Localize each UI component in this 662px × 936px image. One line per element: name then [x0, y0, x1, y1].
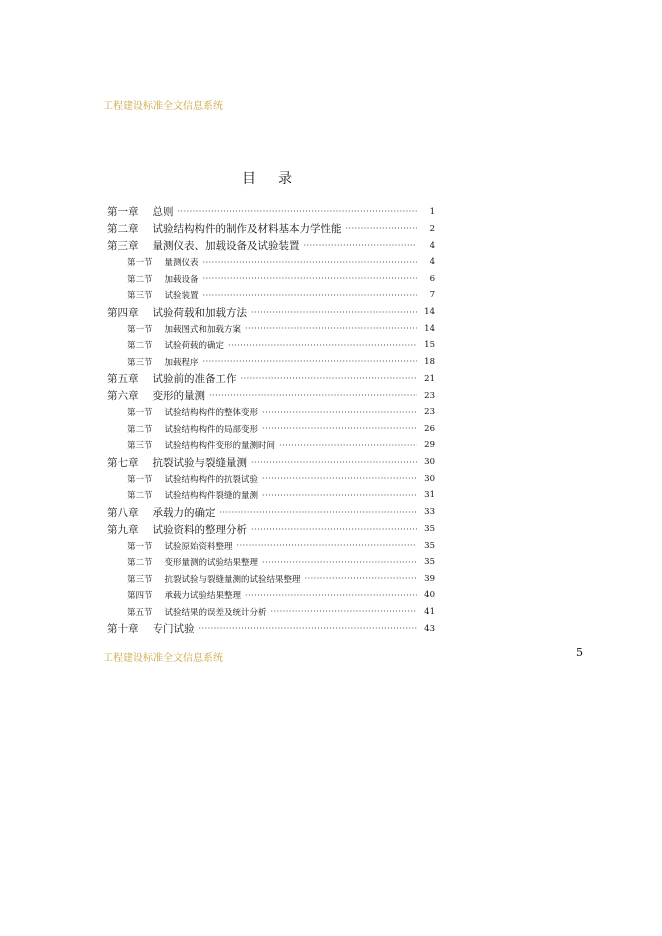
toc-entry-title: 承载力试验结果整理	[164, 591, 242, 602]
toc-entry-title: 试验结构构件变形的量测时间	[164, 441, 276, 452]
toc-entry-page: 14	[424, 323, 435, 334]
toc-entry-title: 抗裂试验与裂缝量测的试验结果整理	[164, 574, 301, 585]
toc-entry-title: 变形量测的试验结果整理	[164, 558, 259, 569]
toc-leader-dots	[178, 207, 418, 216]
toc-section-row	[107, 554, 435, 571]
toc-entry-number: 第二节	[127, 274, 153, 285]
toc-entry-page: 29	[424, 440, 435, 451]
toc-section-row	[107, 271, 435, 288]
toc-entry-page: 6	[429, 273, 435, 284]
toc-entry-number: 第二节	[127, 491, 153, 502]
toc-section-row	[107, 337, 435, 354]
toc-entry-title: 试验结果的误差及统计分析	[164, 607, 267, 618]
toc-section-row	[107, 287, 435, 304]
toc-entry-page: 7	[429, 290, 435, 301]
footer-system-name: 工程建设标准全文信息系统	[103, 653, 223, 664]
toc-leader-dots	[237, 541, 417, 550]
toc-leader-dots	[203, 258, 417, 267]
toc-entry-page: 43	[424, 623, 435, 634]
toc-entry-title: 量测仪表	[164, 258, 199, 269]
toc-entry-title: 加载程序	[164, 357, 199, 368]
toc-entry-title: 试验结构构件的局部变形	[164, 424, 259, 435]
toc-entry-page: 14	[424, 307, 435, 317]
toc-entry-title: 试验结构构件的制作及材料基本力学性能	[152, 223, 342, 235]
toc-leader-dots	[262, 491, 417, 500]
toc-entry-number: 第三章	[107, 240, 139, 252]
toc-section-row	[107, 321, 435, 338]
toc-entry-number: 第五章	[107, 373, 139, 385]
toc-entry-page: 23	[424, 407, 435, 418]
toc-leader-dots	[304, 241, 418, 250]
toc-section-row	[107, 421, 435, 438]
table-of-contents	[107, 203, 435, 637]
toc-chapter-row	[107, 203, 435, 220]
toc-leader-dots	[228, 341, 417, 350]
toc-leader-dots	[262, 408, 417, 417]
toc-entry-number: 第一节	[127, 324, 153, 335]
toc-chapter-row	[107, 521, 435, 538]
toc-leader-dots	[262, 474, 417, 483]
toc-leader-dots	[245, 324, 417, 333]
toc-entry-number: 第三节	[127, 291, 153, 302]
toc-entry-page: 30	[424, 457, 435, 467]
toc-entry-title: 试验结构构件裂缝的量测	[164, 491, 259, 502]
toc-entry-page: 23	[424, 390, 435, 401]
toc-leader-dots	[271, 607, 417, 616]
toc-entry-page: 4	[429, 240, 435, 251]
toc-entry-number: 第三节	[127, 441, 153, 452]
toc-entry-number: 第一节	[127, 258, 153, 269]
toc-entry-page: 33	[424, 507, 435, 517]
toc-entry-number: 第七章	[107, 456, 139, 469]
toc-entry-page: 30	[424, 473, 435, 484]
toc-leader-dots	[199, 624, 418, 633]
toc-leader-dots	[262, 424, 417, 433]
toc-leader-dots	[251, 458, 417, 467]
toc-entry-number: 第一节	[127, 408, 153, 419]
toc-leader-dots	[251, 308, 417, 317]
toc-entry-title: 试验荷载的确定	[164, 341, 225, 352]
toc-entry-page: 1	[429, 206, 435, 217]
toc-section-row	[107, 487, 435, 504]
toc-entry-title: 试验结构构件的整体变形	[164, 408, 259, 419]
toc-section-row	[107, 404, 435, 421]
toc-entry-title: 试验荷载和加载方法	[152, 306, 247, 319]
toc-leader-dots	[203, 274, 417, 283]
toc-chapter-row	[107, 304, 435, 321]
toc-entry-number: 第一章	[107, 206, 139, 218]
toc-entry-number: 第四章	[107, 306, 139, 319]
toc-entry-page: 40	[424, 590, 435, 601]
toc-entry-number: 第二节	[127, 558, 153, 569]
toc-entry-title: 加载设备	[164, 274, 199, 285]
toc-entry-title: 试验前的准备工作	[152, 373, 237, 385]
toc-leader-dots	[251, 525, 417, 534]
toc-chapter-row	[107, 387, 435, 404]
toc-entry-title: 试验资料的整理分析	[152, 523, 247, 536]
toc-leader-dots	[203, 291, 417, 300]
toc-entry-title: 加载图式和加载方案	[164, 324, 242, 335]
toc-entry-number: 第四节	[127, 591, 153, 602]
toc-entry-title: 试验原始资料整理	[164, 541, 233, 552]
toc-entry-page: 39	[424, 573, 435, 584]
toc-entry-page: 2	[429, 223, 435, 234]
toc-leader-dots	[220, 508, 418, 517]
toc-section-row	[107, 571, 435, 588]
toc-entry-page: 26	[424, 423, 435, 434]
toc-leader-dots	[203, 357, 417, 366]
toc-entry-number: 第五节	[127, 607, 153, 618]
toc-entry-page: 35	[424, 540, 435, 551]
toc-section-row	[107, 437, 435, 454]
toc-entry-page: 21	[424, 373, 435, 384]
toc-title: 目录	[242, 171, 314, 187]
toc-leader-dots	[279, 441, 417, 450]
toc-entry-page: 31	[424, 490, 435, 501]
toc-section-row	[107, 254, 435, 271]
toc-entry-page: 18	[424, 356, 435, 367]
toc-entry-title: 专门试验	[152, 623, 195, 635]
toc-entry-number: 第八章	[107, 506, 139, 519]
toc-entry-title: 总则	[152, 206, 174, 218]
toc-chapter-row	[107, 454, 435, 471]
toc-entry-page: 15	[424, 340, 435, 351]
toc-entry-number: 第十章	[107, 623, 139, 635]
toc-entry-number: 第一节	[127, 541, 153, 552]
toc-leader-dots	[245, 591, 417, 600]
toc-leader-dots	[262, 558, 417, 567]
toc-entry-title: 量测仪表、加载设备及试验装置	[152, 240, 300, 252]
toc-section-row	[107, 471, 435, 488]
toc-leader-dots	[209, 391, 417, 400]
toc-chapter-row	[107, 504, 435, 521]
toc-chapter-row	[107, 620, 435, 637]
toc-entry-title: 试验装置	[164, 291, 199, 302]
toc-entry-number: 第六章	[107, 390, 139, 402]
page-number: 5	[576, 646, 583, 659]
toc-chapter-row	[107, 220, 435, 237]
toc-entry-title: 抗裂试验与裂缝量测	[152, 456, 247, 469]
toc-section-row	[107, 354, 435, 371]
toc-entry-number: 第二节	[127, 341, 153, 352]
toc-entry-number: 第三节	[127, 357, 153, 368]
toc-entry-number: 第一节	[127, 474, 153, 485]
toc-entry-page: 4	[429, 257, 435, 268]
toc-entry-title: 承载力的确定	[152, 506, 216, 519]
toc-section-row	[107, 587, 435, 604]
toc-section-row	[107, 604, 435, 621]
toc-entry-title: 试验结构构件的抗裂试验	[164, 474, 259, 485]
toc-entry-title: 变形的量测	[152, 390, 205, 402]
toc-entry-number: 第三节	[127, 574, 153, 585]
toc-leader-dots	[305, 574, 417, 583]
toc-entry-number: 第二节	[127, 424, 153, 435]
header-system-name: 工程建设标准全文信息系统	[103, 101, 223, 112]
toc-chapter-row	[107, 237, 435, 254]
toc-leader-dots	[241, 374, 418, 383]
toc-entry-number: 第二章	[107, 223, 139, 235]
toc-entry-page: 35	[424, 524, 435, 534]
toc-entry-number: 第九章	[107, 523, 139, 536]
toc-chapter-row	[107, 370, 435, 387]
toc-entry-page: 41	[424, 606, 435, 617]
toc-entry-page: 35	[424, 557, 435, 568]
toc-section-row	[107, 538, 435, 555]
toc-leader-dots	[346, 224, 418, 233]
